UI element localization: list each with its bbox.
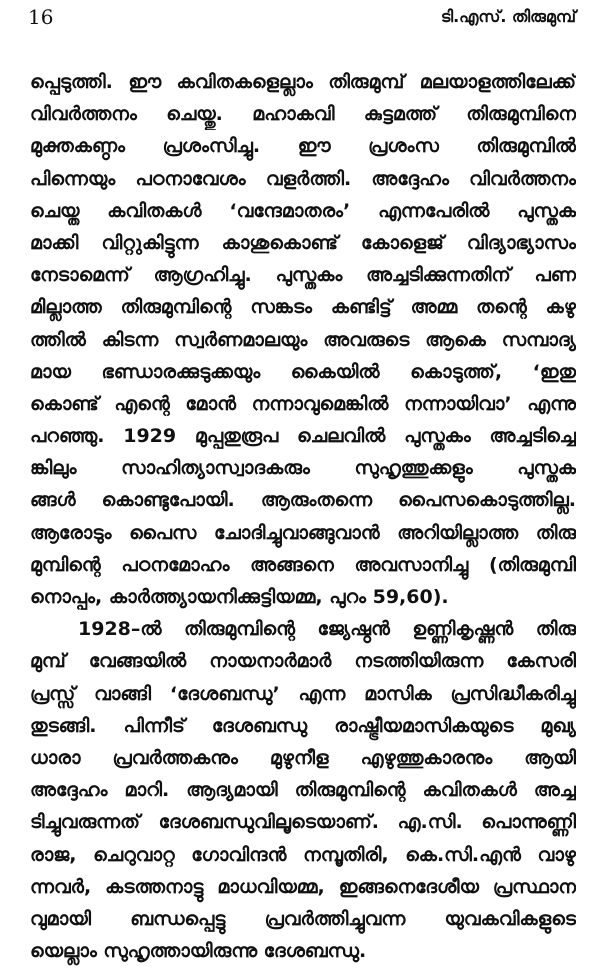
page-header <box>28 2 576 32</box>
text-line: ങ്കിലും സാഹിത്യാസ്വാദകരും സുഹൃത്തുക്കളും പുസ്തക <box>30 457 576 480</box>
text-line: ന്നവർ, കടത്തനാട്ടു മാധവിയമ്മ, ഇങ്ങനെദേശീയ പ്രസ്ഥാന <box>30 875 576 898</box>
running-title: ടി.എസ്. തിരുമുമ്പ് <box>440 7 576 26</box>
text-line: മുക്തകണ്ഠം പ്രശംസിച്ചു. ഈ പ്രശംസ തിരുമുമ്പിൽ <box>30 135 576 158</box>
text-line: യെല്ലാം സുഹൃത്തായിരുന്നു ദേശബന്ധു. <box>30 940 367 963</box>
text-line: മായ ഭണ്ഡാരക്കുടുക്കയും കൈയിൽ കൊടുത്ത്, ‘ഇതു <box>30 360 576 383</box>
text-line: കൊണ്ട് എന്റെ മോൻ നന്നാവുമെങ്കിൽ നന്നായിവാ’ എന്നു <box>30 392 576 415</box>
text-line: ചെയ്ത കവിതകൾ ‘വന്ദേമാതരം’ എന്നപേരിൽ പുസ്തക <box>30 199 576 222</box>
text-line: മുമ്പ് വേങ്ങയിൽ നായനാർമാർ നടത്തിയിരുന്ന കേസരി <box>30 650 576 673</box>
text-line: രാജ, ചെറുവാറ്റ ഗോവിന്ദൻ നമ്പൂതിരി, കെ.സി.എൻ വാഴു <box>30 843 576 866</box>
text-line: പ്രസ്സ് വാങ്ങി ‘ദേശബന്ധു’ എന്ന മാസിക പ്രസിദ്ധീകരിച്ചു <box>30 682 576 705</box>
text-line: പിന്നെയും പഠനാവേശം വളർത്തി. അദ്ദേഹം വിവർത്തനം <box>30 167 576 190</box>
text-line: ധാരാ പ്രവർത്തകനും മുഴുനീള എഴുത്തുകാരനും ആയി <box>30 746 576 769</box>
text-line: നേടാമെന്ന് ആഗ്രഹിച്ചു. പുസ്തകം അച്ചടിക്കുന്നതിന് പണ <box>30 264 576 287</box>
text-line: പ്പെടുത്തി. ഈ കവിതകളെല്ലാം തിരുമുമ്പ് മലയാളത്തിലേക്ക് <box>30 71 576 93</box>
text-line: ആരോടും പൈസ ചോദിച്ചുവാങ്ങുവാൻ അറിയില്ലാത്ത തിരു <box>30 521 576 544</box>
text-line: തുടങ്ങി. പിന്നീട് ദേശബന്ധു രാഷ്ട്രീയമാസികയുടെ മുഖ്യ <box>30 714 576 737</box>
text-line: അദ്ദേഹം മാറി. ആദ്യമായി തിരുമുമ്പിന്റെ കവിതകൾ അച്ച <box>30 779 576 802</box>
text-line: ത്തിൽ കിടന്ന സ്വർണമാലയും അവരുടെ ആകെ സമ്പാദ്യ <box>30 328 576 351</box>
text-line: മുമ്പിന്റെ പഠനമോഹം അങ്ങനെ അവസാനിച്ചു (തിരുമുമ്പി <box>30 553 576 576</box>
text-line: ങ്ങൾ കൊണ്ടുപോയി. ആരുംതന്നെ പൈസകൊടുത്തില്ല. <box>30 489 576 512</box>
text-line: നൊപ്പം, കാർത്ത്യായനിക്കുട്ടിയമ്മ, പുറം 59,60). <box>30 586 449 608</box>
text-line: മില്ലാത്ത തിരുമുമ്പിന്റെ സങ്കടം കണ്ടിട്ട് അമ്മ തന്റെ കഴു <box>30 296 576 319</box>
text-line: വുമായി ബന്ധപ്പെട്ടു പ്രവർത്തിച്ചുവന്ന യുവകവികളുടെ <box>30 907 576 930</box>
text-line: ടിച്ചുവരുന്നത് ദേശബന്ധുവിലൂടെയാണ്. എ.സി. പൊന്നുണ്ണി <box>30 811 576 834</box>
paragraph-2 <box>30 613 576 967</box>
text-line: മാക്കി വിറ്റുകിട്ടുന്ന കാശുകൊണ്ട് കോളെജ് വിദ്യാഭ്യാസം <box>30 231 576 254</box>
text-line: 1928–ൽ തിരുമുമ്പിന്റെ ജ്യേഷ്ഠൻ ഉണ്ണികൃഷ്ണൻ തിരു <box>78 618 576 641</box>
page-number: 16 <box>28 5 54 29</box>
body-text <box>30 66 576 967</box>
text-line: വിവർത്തനം ചെയ്തു. മഹാകവി കുട്ടമത്ത് തിരുമുമ്പിനെ <box>30 103 576 126</box>
text-line: പറഞ്ഞു. 1929 മുപ്പതുരൂപ ചെലവിൽ പുസ്തകം അച്ചടിച്ചെ <box>30 425 576 448</box>
paragraph-1 <box>30 66 576 613</box>
